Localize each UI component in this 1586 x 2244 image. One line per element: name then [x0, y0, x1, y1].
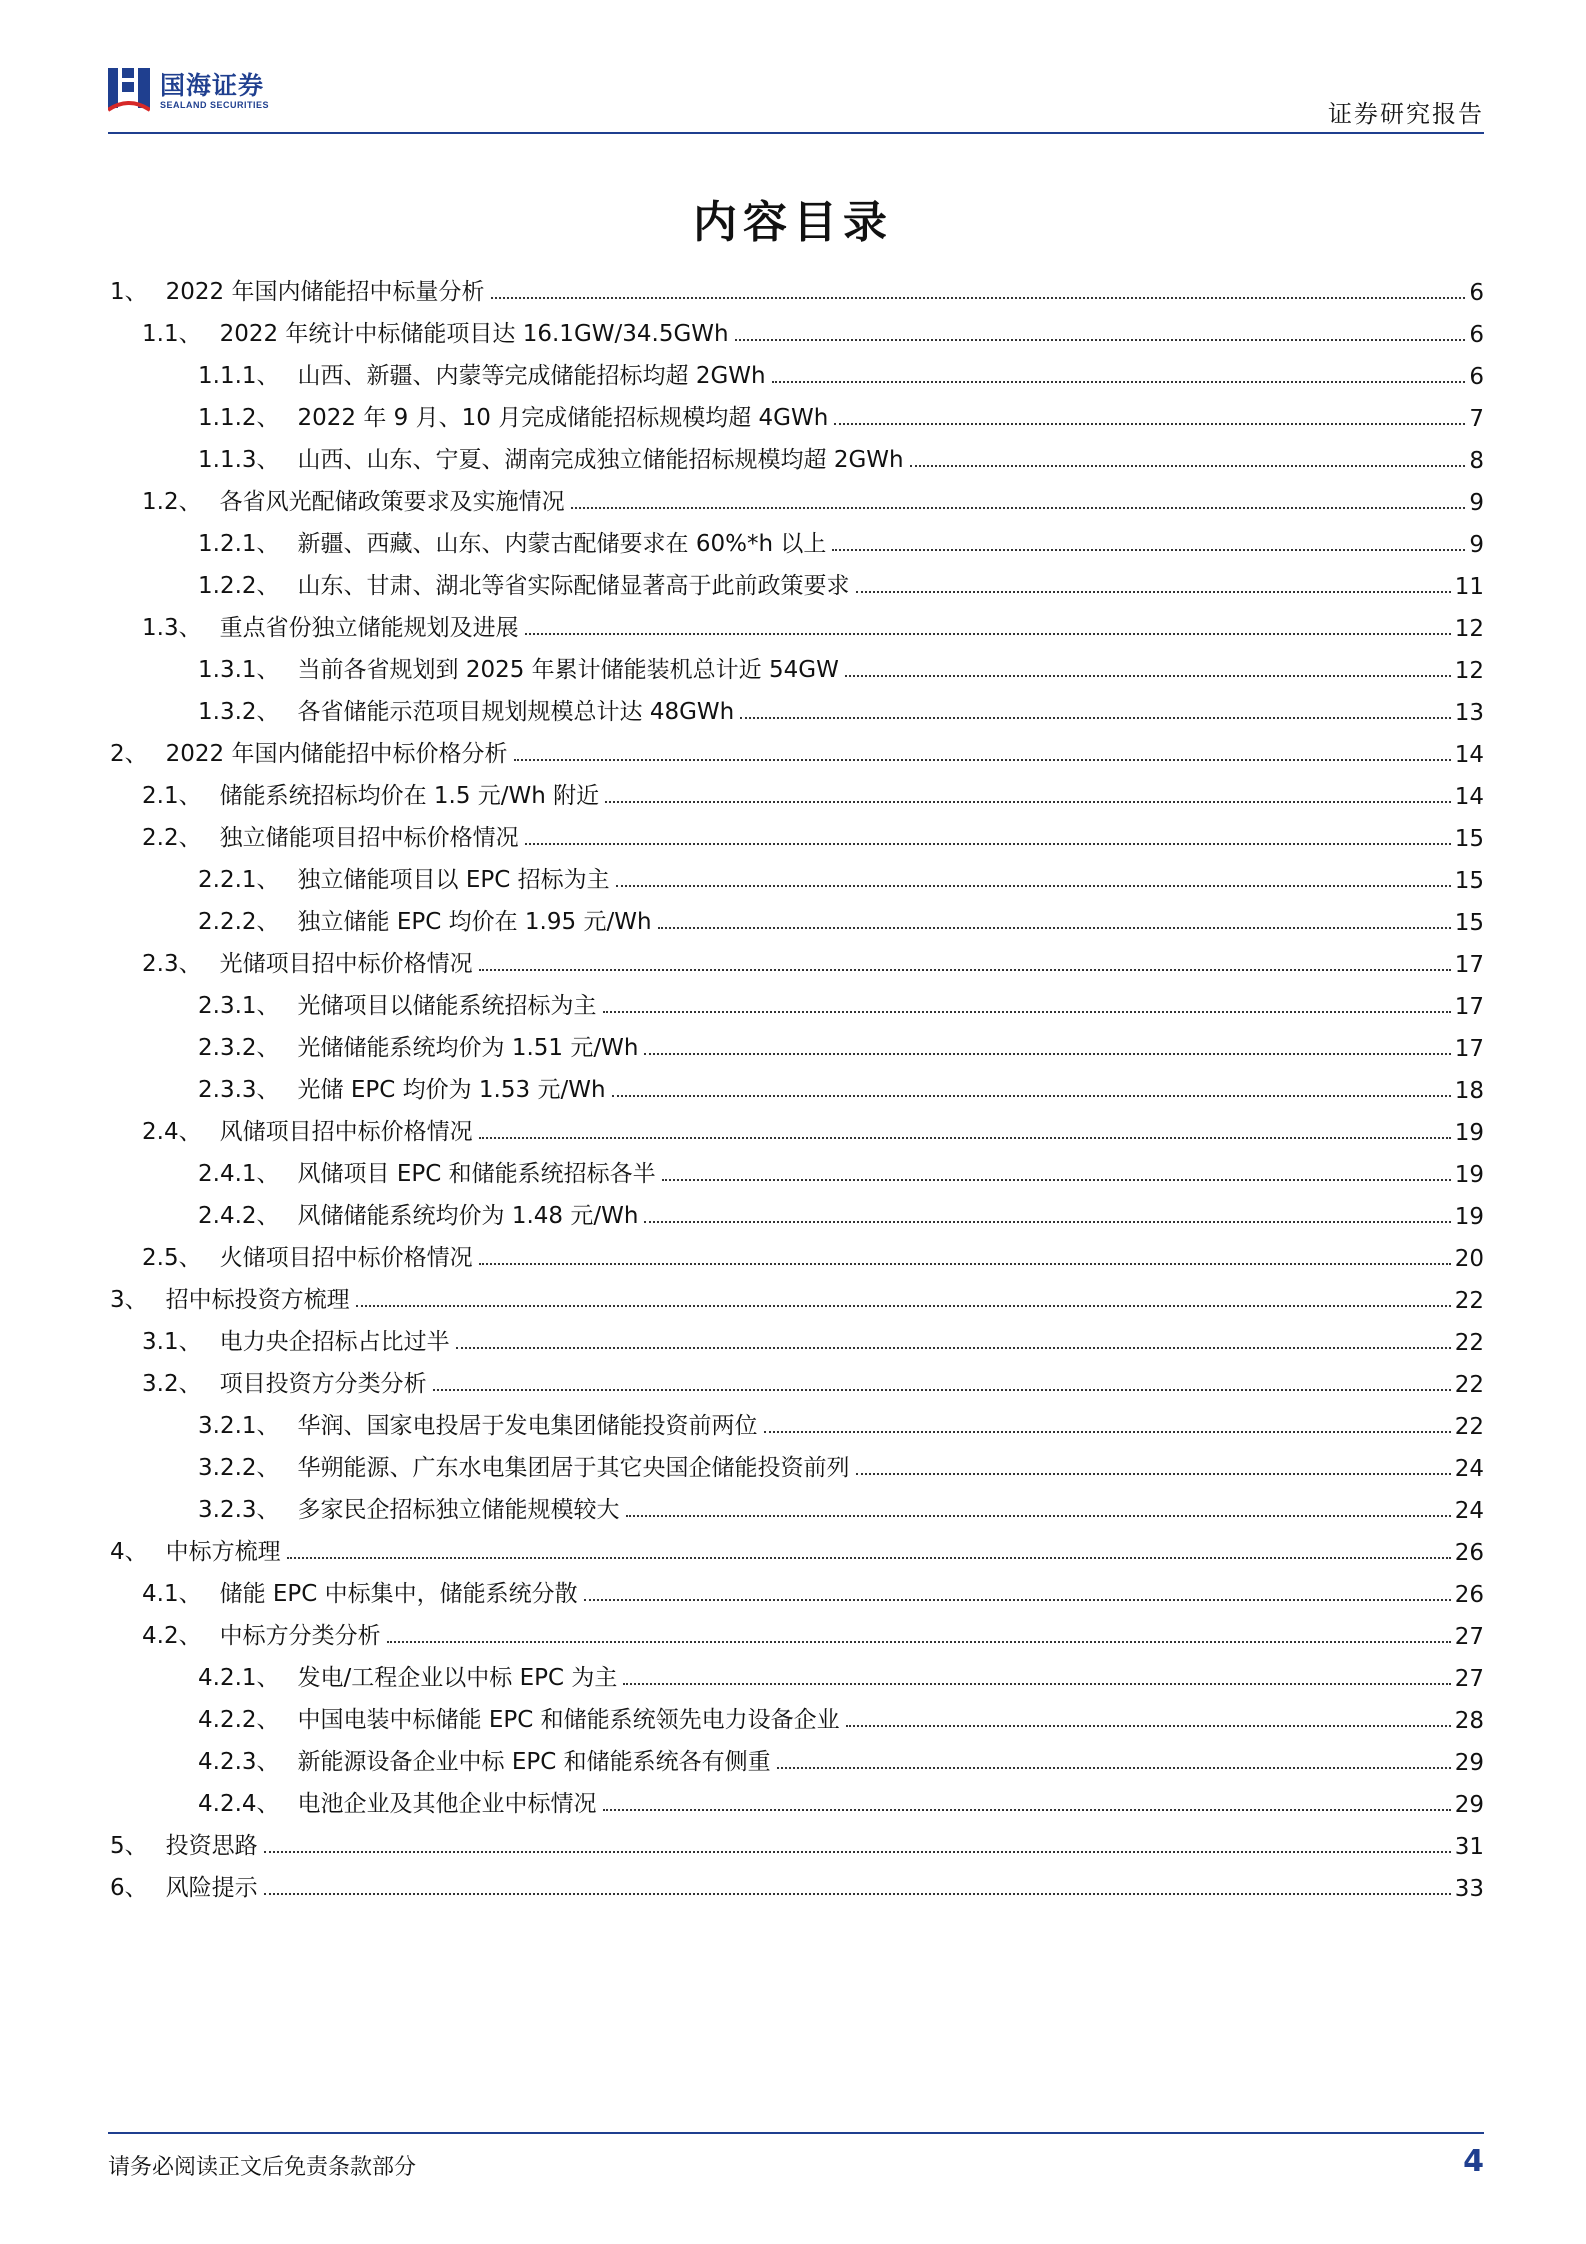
- toc-entry[interactable]: [110, 1818, 1484, 1860]
- toc-dot-leader: [603, 1011, 1451, 1013]
- toc-entry-title: 2022 年国内储能招中标量分析: [165, 279, 485, 305]
- toc-entry-number: 4.1、: [142, 1581, 202, 1607]
- toc-entry-title: 独立储能项目以 EPC 招标为主: [297, 867, 610, 893]
- header-divider: [108, 132, 1484, 134]
- toc-entry-number: 4.2.1、: [198, 1665, 280, 1691]
- footer-divider: [108, 2132, 1484, 2134]
- toc-entry[interactable]: [110, 1230, 1484, 1272]
- toc-entry-title: 山东、甘肃、湖北等省实际配储显著高于此前政策要求: [297, 573, 850, 599]
- toc-dot-leader: [514, 759, 1451, 761]
- disclaimer-text: 请务必阅读正文后免责条款部分: [108, 2155, 417, 2180]
- toc-entry-page: 15: [1454, 868, 1484, 894]
- toc-entry-title: 中标方分类分析: [219, 1623, 381, 1649]
- toc-entry[interactable]: [110, 1314, 1484, 1356]
- toc-entry-number: 3.2.1、: [198, 1413, 280, 1439]
- toc-entry-number: 1.3.2、: [198, 699, 280, 725]
- toc-entry-number: 2.3.2、: [198, 1035, 280, 1061]
- toc-entry-number: 2.4.2、: [198, 1203, 280, 1229]
- toc-entry-title: 储能 EPC 中标集中，储能系统分散: [219, 1581, 578, 1607]
- toc-entry-title: 山西、新疆、内蒙等完成储能招标均超 2GWh: [297, 363, 766, 389]
- toc-entry-title: 各省风光配储政策要求及实施情况: [219, 489, 565, 515]
- toc-entry-number: 2.2.1、: [198, 867, 280, 893]
- toc-entry[interactable]: [110, 1524, 1484, 1566]
- toc-entry[interactable]: [110, 1188, 1484, 1230]
- toc-dot-leader: [846, 1725, 1451, 1727]
- toc-dot-leader: [644, 1221, 1450, 1223]
- toc-entry-page: 17: [1454, 994, 1484, 1020]
- toc-dot-leader: [777, 1767, 1451, 1769]
- toc-entry-number: 4、: [110, 1539, 148, 1565]
- toc-entry-page: 22: [1454, 1288, 1484, 1314]
- toc-entry-number: 4.2.4、: [198, 1791, 280, 1817]
- toc-entry-number: 5、: [110, 1833, 148, 1859]
- toc-entry[interactable]: [110, 978, 1484, 1020]
- toc-entry-title: 多家民企招标独立储能规模较大: [297, 1497, 620, 1523]
- toc-entry-number: 4.2.3、: [198, 1749, 280, 1775]
- toc-entry-number: 1.3、: [142, 615, 202, 641]
- toc-entry-title: 风储储能系统均价为 1.48 元/Wh: [297, 1203, 639, 1229]
- toc-entry-page: 27: [1454, 1624, 1484, 1650]
- toc-dot-leader: [491, 297, 1466, 299]
- toc-entry-title: 新能源设备企业中标 EPC 和储能系统各有侧重: [297, 1749, 771, 1775]
- toc-entry-page: 28: [1454, 1708, 1484, 1734]
- toc-entry[interactable]: [110, 1356, 1484, 1398]
- toc-entry-page: 7: [1469, 406, 1484, 432]
- toc-entry-number: 2、: [110, 741, 148, 767]
- toc-entry-title: 风险提示: [165, 1875, 258, 1901]
- toc-entry-title: 2022 年统计中标储能项目达 16.1GW/34.5GWh: [219, 321, 729, 347]
- toc-entry-page: 15: [1454, 826, 1484, 852]
- toc-entry-title: 独立储能 EPC 均价在 1.95 元/Wh: [297, 909, 652, 935]
- toc-entry[interactable]: [110, 1062, 1484, 1104]
- toc-dot-leader: [616, 885, 1451, 887]
- toc-dot-leader: [772, 381, 1466, 383]
- toc-entry[interactable]: [110, 432, 1484, 474]
- toc-entry[interactable]: [110, 1608, 1484, 1650]
- toc-entry-page: 14: [1454, 784, 1484, 810]
- toc-entry[interactable]: [110, 1860, 1484, 1902]
- toc-dot-leader: [264, 1851, 1451, 1853]
- toc-entry-number: 1.1.2、: [198, 405, 280, 431]
- toc-dot-leader: [605, 801, 1451, 803]
- report-type-label: 证券研究报告: [1328, 100, 1484, 128]
- toc-entry-page: 9: [1469, 532, 1484, 558]
- toc-entry-number: 2.4、: [142, 1119, 202, 1145]
- toc-dot-leader: [356, 1305, 1451, 1307]
- toc-entry-title: 2022 年国内储能招中标价格分析: [165, 741, 508, 767]
- toc-entry-number: 1.2.2、: [198, 573, 280, 599]
- toc-entry[interactable]: [110, 726, 1484, 768]
- toc-entry-number: 6、: [110, 1875, 148, 1901]
- toc-entry-number: 2.5、: [142, 1245, 202, 1271]
- toc-entry-page: 22: [1454, 1330, 1484, 1356]
- toc-entry-title: 招中标投资方梳理: [165, 1287, 350, 1313]
- toc-entry-title: 电池企业及其他企业中标情况: [297, 1791, 597, 1817]
- toc-dot-leader: [603, 1809, 1451, 1811]
- toc-entry-number: 1、: [110, 279, 148, 305]
- toc-entry[interactable]: [110, 1020, 1484, 1062]
- toc-entry-number: 1.1.3、: [198, 447, 280, 473]
- toc-entry-page: 15: [1454, 910, 1484, 936]
- toc-dot-leader: [623, 1683, 1450, 1685]
- toc-dot-leader: [387, 1641, 1451, 1643]
- toc-entry-page: 29: [1454, 1792, 1484, 1818]
- toc-entry[interactable]: [110, 1566, 1484, 1608]
- toc-entry-page: 22: [1454, 1372, 1484, 1398]
- toc-entry[interactable]: [110, 1776, 1484, 1818]
- toc-entry-number: 1.2.1、: [198, 531, 280, 557]
- toc-entry-page: 27: [1454, 1666, 1484, 1692]
- toc-entry-title: 2022 年 9 月、10 月完成储能招标规模均超 4GWh: [297, 405, 829, 431]
- toc-entry[interactable]: [110, 894, 1484, 936]
- toc-entry-title: 风储项目 EPC 和储能系统招标各半: [297, 1161, 656, 1187]
- toc-entry-number: 1.3.1、: [198, 657, 280, 683]
- toc-dot-leader: [479, 1137, 1451, 1139]
- toc-entry-page: 6: [1469, 322, 1484, 348]
- toc-entry-title: 当前各省规划到 2025 年累计储能装机总计近 54GW: [297, 657, 839, 683]
- toc-entry-page: 12: [1454, 616, 1484, 642]
- toc-entry-page: 20: [1454, 1246, 1484, 1272]
- toc-entry-page: 18: [1454, 1078, 1484, 1104]
- toc-entry-title: 项目投资方分类分析: [219, 1371, 427, 1397]
- toc-dot-leader: [740, 717, 1450, 719]
- page-number: 4: [1463, 2144, 1484, 2179]
- toc-dot-leader: [433, 1389, 1451, 1391]
- toc-entry-number: 3.1、: [142, 1329, 202, 1355]
- toc-entry-page: 12: [1454, 658, 1484, 684]
- toc-entry-page: 33: [1454, 1876, 1484, 1902]
- toc-dot-leader: [479, 969, 1451, 971]
- toc-entry-title: 重点省份独立储能规划及进展: [219, 615, 519, 641]
- toc-dot-leader: [287, 1557, 1451, 1559]
- toc-entry-title: 光储储能系统均价为 1.51 元/Wh: [297, 1035, 639, 1061]
- toc-entry[interactable]: [110, 1398, 1484, 1440]
- toc-entry-number: 1.2、: [142, 489, 202, 515]
- toc-dot-leader: [735, 339, 1466, 341]
- toc-entry-title: 中标方梳理: [165, 1539, 281, 1565]
- toc-entry-number: 2.3.3、: [198, 1077, 280, 1103]
- toc-entry-title: 中国电装中标储能 EPC 和储能系统领先电力设备企业: [297, 1707, 840, 1733]
- toc-entry-title: 华朔能源、广东水电集团居于其它央国企储能投资前列: [297, 1455, 850, 1481]
- toc-entry-title: 电力央企招标占比过半: [219, 1329, 450, 1355]
- toc-entry-page: 13: [1454, 700, 1484, 726]
- toc-dot-leader: [525, 843, 1451, 845]
- toc-entry-page: 19: [1454, 1204, 1484, 1230]
- toc-entry[interactable]: [110, 558, 1484, 600]
- toc-entry-number: 3.2、: [142, 1371, 202, 1397]
- toc-entry-page: 17: [1454, 1036, 1484, 1062]
- toc-entry-number: 1.1.1、: [198, 363, 280, 389]
- toc-entry-number: 2.1、: [142, 783, 202, 809]
- toc-entry[interactable]: [110, 1272, 1484, 1314]
- toc-entry[interactable]: [110, 390, 1484, 432]
- toc-entry[interactable]: [110, 1440, 1484, 1482]
- toc-entry[interactable]: [110, 936, 1484, 978]
- table-of-contents: [110, 264, 1484, 1902]
- toc-dot-leader: [264, 1893, 1451, 1895]
- toc-entry-title: 投资思路: [165, 1833, 258, 1859]
- toc-entry-page: 17: [1454, 952, 1484, 978]
- toc-entry-page: 19: [1454, 1120, 1484, 1146]
- toc-entry-title: 华润、国家电投居于发电集团储能投资前两位: [297, 1413, 758, 1439]
- toc-entry-page: 24: [1454, 1456, 1484, 1482]
- toc-entry-number: 2.4.1、: [198, 1161, 280, 1187]
- toc-dot-leader: [644, 1053, 1450, 1055]
- logo-english-text: SEALAND SECURITIES: [160, 100, 270, 110]
- toc-entry-page: 8: [1469, 448, 1484, 474]
- toc-entry-page: 29: [1454, 1750, 1484, 1776]
- toc-entry-page: 6: [1469, 364, 1484, 390]
- toc-entry-page: 26: [1454, 1540, 1484, 1566]
- toc-entry-page: 26: [1454, 1582, 1484, 1608]
- logo-chinese-text: 国海证券: [160, 71, 265, 100]
- toc-dot-leader: [612, 1095, 1451, 1097]
- toc-entry-title: 光储项目招中标价格情况: [219, 951, 473, 977]
- toc-entry[interactable]: [110, 1650, 1484, 1692]
- toc-dot-leader: [479, 1263, 1451, 1265]
- toc-entry-number: 2.2、: [142, 825, 202, 851]
- toc-entry[interactable]: [110, 516, 1484, 558]
- toc-dot-leader: [910, 465, 1466, 467]
- toc-entry[interactable]: [110, 1146, 1484, 1188]
- toc-entry-title: 光储 EPC 均价为 1.53 元/Wh: [297, 1077, 606, 1103]
- toc-dot-leader: [584, 1599, 1451, 1601]
- toc-dot-leader: [834, 423, 1465, 425]
- toc-dot-leader: [525, 633, 1451, 635]
- toc-dot-leader: [456, 1347, 1451, 1349]
- toc-entry[interactable]: [110, 474, 1484, 516]
- toc-entry-number: 3.2.2、: [198, 1455, 280, 1481]
- toc-dot-leader: [571, 507, 1466, 509]
- sealand-logo-icon: [108, 66, 150, 112]
- toc-entry-page: 9: [1469, 490, 1484, 516]
- toc-entry-number: 1.1、: [142, 321, 202, 347]
- toc-entry-title: 山西、山东、宁夏、湖南完成独立储能招标规模均超 2GWh: [297, 447, 904, 473]
- toc-entry-page: 31: [1454, 1834, 1484, 1860]
- toc-entry-title: 风储项目招中标价格情况: [219, 1119, 473, 1145]
- toc-entry-page: 24: [1454, 1498, 1484, 1524]
- toc-entry[interactable]: [110, 852, 1484, 894]
- toc-entry-number: 3.2.3、: [198, 1497, 280, 1523]
- toc-entry-number: 4.2、: [142, 1623, 202, 1649]
- toc-dot-leader: [856, 591, 1451, 593]
- toc-entry-page: 6: [1469, 280, 1484, 306]
- company-logo: [108, 62, 308, 118]
- page-header: [108, 62, 1484, 134]
- toc-dot-leader: [662, 1179, 1451, 1181]
- toc-entry-number: 2.3.1、: [198, 993, 280, 1019]
- toc-entry[interactable]: [110, 1482, 1484, 1524]
- toc-entry-page: 14: [1454, 742, 1484, 768]
- toc-dot-leader: [832, 549, 1465, 551]
- toc-dot-leader: [845, 675, 1451, 677]
- toc-dot-leader: [626, 1515, 1451, 1517]
- toc-entry-title: 储能系统招标均价在 1.5 元/Wh 附近: [219, 783, 600, 809]
- toc-dot-leader: [764, 1431, 1451, 1433]
- toc-entry[interactable]: [110, 600, 1484, 642]
- toc-entry[interactable]: [110, 684, 1484, 726]
- toc-entry-number: 4.2.2、: [198, 1707, 280, 1733]
- page-title: 内容目录: [693, 197, 893, 248]
- toc-entry[interactable]: [110, 1104, 1484, 1146]
- toc-entry-number: 2.3、: [142, 951, 202, 977]
- toc-entry[interactable]: [110, 810, 1484, 852]
- toc-entry-title: 新疆、西藏、山东、内蒙古配储要求在 60%*h 以上: [297, 531, 827, 557]
- toc-entry[interactable]: [110, 642, 1484, 684]
- toc-entry[interactable]: [110, 264, 1484, 306]
- toc-entry-title: 火储项目招中标价格情况: [219, 1245, 473, 1271]
- toc-entry-number: 2.2.2、: [198, 909, 280, 935]
- toc-entry-page: 22: [1454, 1414, 1484, 1440]
- toc-entry[interactable]: [110, 306, 1484, 348]
- toc-entry-title: 光储项目以储能系统招标为主: [297, 993, 597, 1019]
- toc-entry-title: 发电/工程企业以中标 EPC 为主: [297, 1665, 618, 1691]
- toc-entry[interactable]: [110, 1734, 1484, 1776]
- toc-entry-number: 3、: [110, 1287, 148, 1313]
- toc-entry-title: 各省储能示范项目规划规模总计达 48GWh: [297, 699, 735, 725]
- toc-dot-leader: [658, 927, 1451, 929]
- toc-entry-title: 独立储能项目招中标价格情况: [219, 825, 519, 851]
- toc-entry[interactable]: [110, 768, 1484, 810]
- toc-entry-page: 19: [1454, 1162, 1484, 1188]
- toc-entry[interactable]: [110, 1692, 1484, 1734]
- toc-entry-page: 11: [1454, 574, 1484, 600]
- toc-dot-leader: [856, 1473, 1451, 1475]
- toc-entry[interactable]: [110, 348, 1484, 390]
